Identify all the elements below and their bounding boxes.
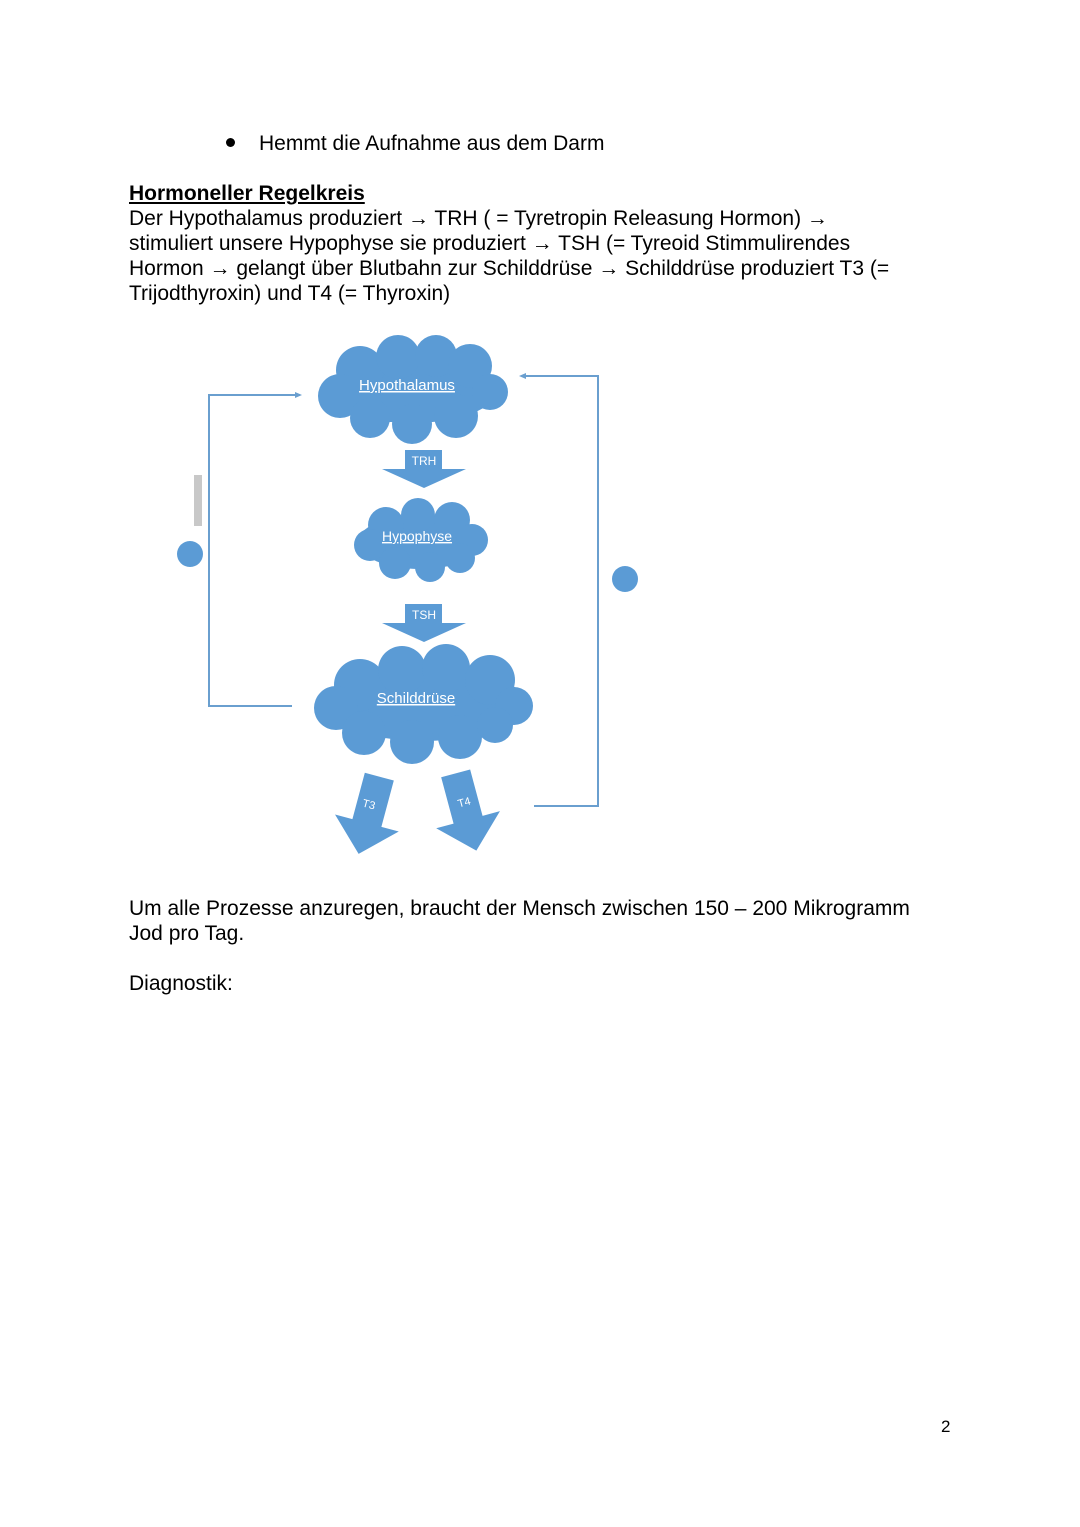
right-feedback-line (522, 376, 598, 806)
left-feedback-line (209, 395, 300, 706)
tsh-label: TSH (412, 608, 436, 622)
t4-arrow (424, 765, 508, 859)
t3-arrow (327, 768, 411, 862)
closing-line-1: Um alle Prozesse anzuregen, braucht der Mensch zwischen 150 – 200 Mikrogramm (129, 897, 910, 920)
t3-label: T3 (360, 797, 377, 813)
page-number: 2 (941, 1417, 951, 1436)
paragraph-line-3: Hormon → gelangt über Blutbahn zur Schilddrüse → Schilddrüse produziert T3 (= (129, 257, 890, 280)
right-circle-marker (612, 566, 638, 592)
paragraph-line-2: stimuliert unsere Hypophyse sie produziert → TSH (= Tyreoid Stimmulirendes (129, 232, 851, 255)
paragraph-line-4: Trijodthyroxin) und T4 (= Thyroxin) (129, 282, 451, 305)
right-feedback-arrowhead (519, 373, 526, 379)
diagnostik-label: Diagnostik: (129, 972, 233, 995)
hypothalamus-label: Hypothalamus (359, 377, 455, 394)
regelkreis-diagram (160, 330, 660, 870)
grey-marker-bar (194, 475, 202, 526)
section-heading: Hormoneller Regelkreis (129, 182, 365, 205)
paragraph-line-1: Der Hypothalamus produziert → TRH ( = Tyretropin Releasung Hormon) → (129, 207, 828, 230)
bullet-dot (226, 138, 235, 147)
trh-label: TRH (411, 454, 437, 468)
schilddruese-label: Schilddrüse (376, 690, 456, 707)
left-feedback-arrowhead (295, 392, 302, 398)
left-circle-marker (177, 541, 203, 567)
t4-label: T4 (456, 795, 473, 811)
closing-line-2: Jod pro Tag. (129, 922, 245, 945)
bullet-text: Hemmt die Aufnahme aus dem Darm (259, 132, 605, 155)
hypophyse-label: Hypophyse (381, 528, 453, 544)
